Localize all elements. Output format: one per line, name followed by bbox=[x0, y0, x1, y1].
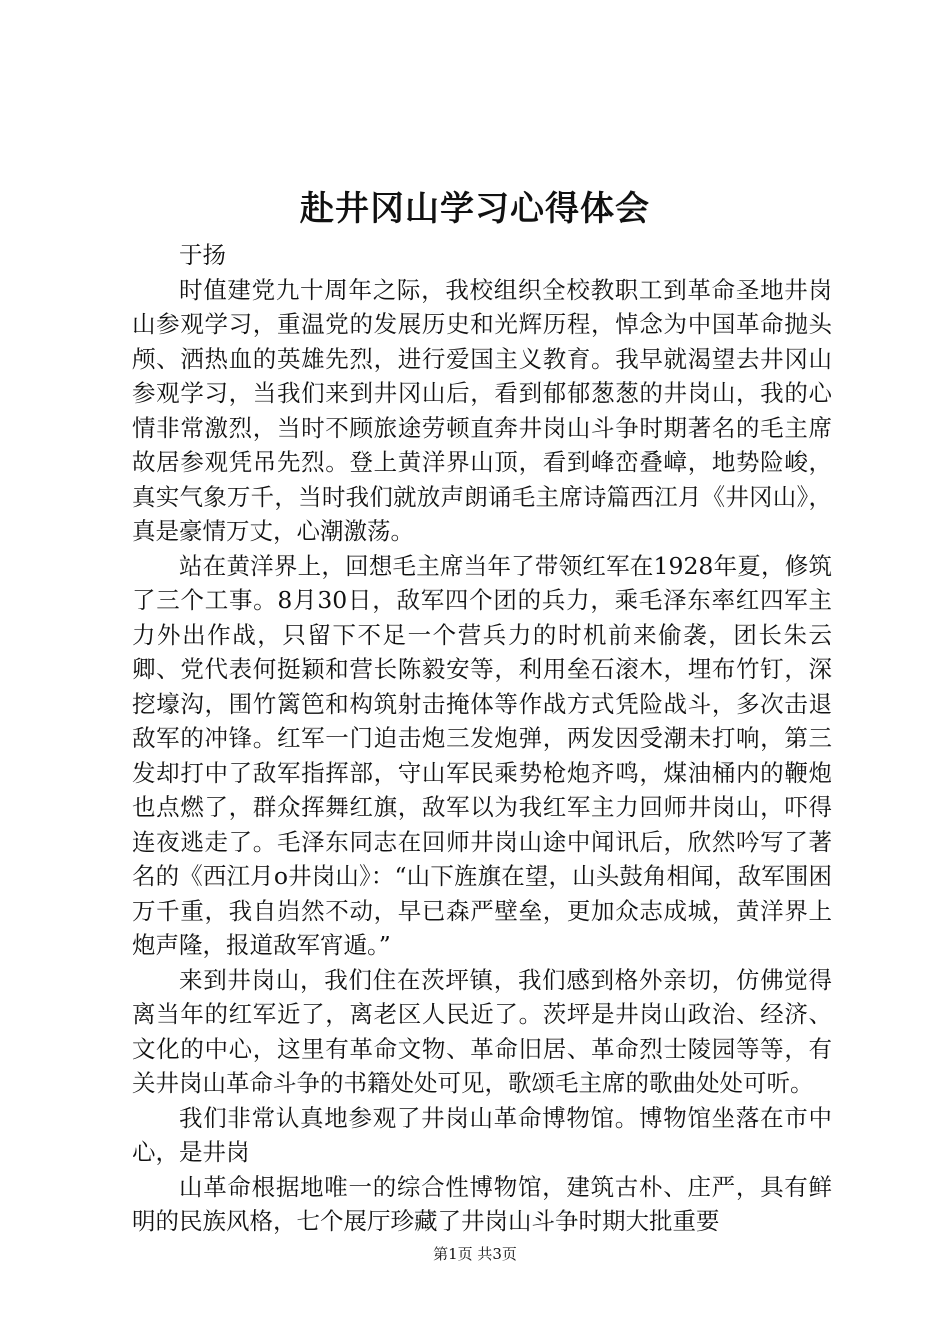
document-body bbox=[132, 238, 832, 1239]
paragraph-1: 时值建党九十周年之际，我校组织全校教职工到革命圣地井岗山参观学习，重温党的发展历史和光辉历程，悼念为中国革命抛头颅、洒热血的英雄先烈，进行爱国主义教育。我早就渴望去井冈山参观学习，当我们来到井冈山后，看到郁郁葱葱的井岗山，我的心情非常激烈，当时不顾旅途劳顿直奔井岗山斗争时期著名的毛主席故居参观凭吊先烈。登上黄洋界山顶，看到峰峦叠嶂，地势险峻，真实气象万千，当时我们就放声朗诵毛主席诗篇西江月《井冈山》，真是豪情万丈，心潮激荡。 bbox=[132, 275, 832, 545]
paragraph-2: 站在黄洋界上，回想毛主席当年了带领红军在1928年夏，修筑了三个工事。8月30日，敌军四个团的兵力，乘毛泽东率红四军主力外出作战，只留下不足一个营兵力的时机前来偷袭，团长朱云卿、党代表何挺颖和营长陈毅安等，利用垒石滚木，埋布竹钉，深挖壕沟，围竹篱笆和构筑射击掩体等作战方式凭险战斗，多次击退敌军的冲锋。红军一门迫击炮三发炮弹，两发因受潮未打响，第三发却打中了敌军指挥部，守山军民乘势枪炮齐鸣，煤油桶内的鞭炮也点燃了，群众挥舞红旗，敌军以为我红军主力回师井岗山，吓得连夜逃走了。毛泽东同志在回师井岗山途中闻讯后，欣然吟写了著名的《西江月o井岗山》：“山下旌旗在望，山头鼓角相闻，敌军围困万千重，我自岿然不动，早已森严壁垒，更加众志成城，黄洋界上炮声隆，报道敌军宵遁。” bbox=[132, 551, 832, 959]
paragraph-4: 我们非常认真地参观了井岗山革命博物馆。博物馆坐落在市中心，是井岗 bbox=[132, 1103, 832, 1166]
author-name: 于扬 bbox=[179, 241, 226, 269]
paragraph-5: 山革命根据地唯一的综合性博物馆，建筑古朴、庄严，具有鲜明的民族风格，七个展厅珍藏了井岗山斗争时期大批重要 bbox=[132, 1172, 832, 1235]
page-number-footer: 第1页 共3页 bbox=[433, 1245, 517, 1263]
paragraph-3: 来到井岗山，我们住在茨坪镇，我们感到格外亲切，仿佛觉得离当年的红军近了，离老区人民近了。茨坪是井岗山政治、经济、文化的中心，这里有革命文物、革命旧居、革命烈士陵园等等，有关井岗山革命斗争的书籍处处可见，歌颂毛主席的歌曲处处可听。 bbox=[132, 965, 832, 1097]
document-title: 赴井冈山学习心得体会 bbox=[300, 189, 650, 229]
